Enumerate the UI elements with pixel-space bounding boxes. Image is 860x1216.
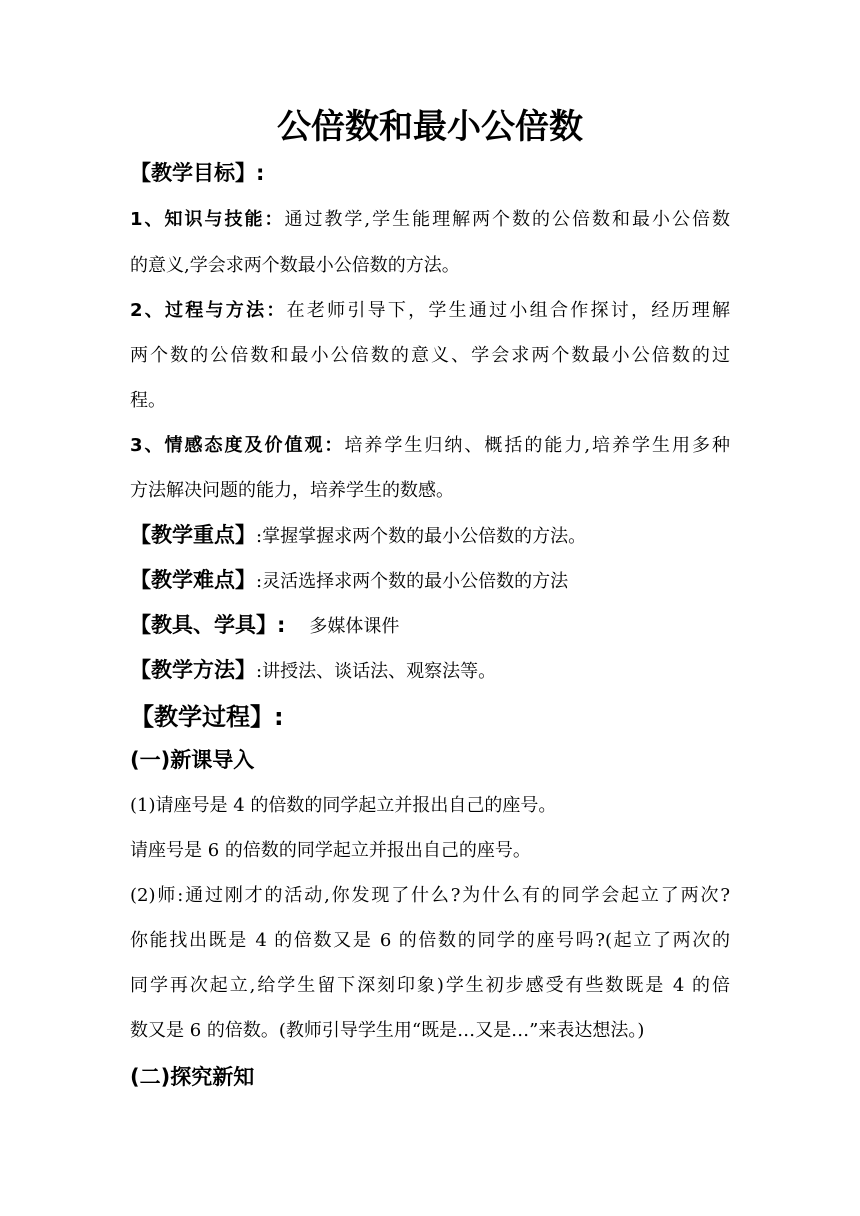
new-lesson-intro-heading: (一)新课导入	[130, 748, 255, 772]
methods-line	[130, 654, 730, 684]
methods-heading: 【教学方法】	[130, 658, 256, 682]
objective-1-line-1: 1、知识与技能：通过教学,学生能理解两个数的公倍数和最小公倍数	[130, 209, 730, 230]
tools-text: 多媒体课件	[309, 616, 400, 637]
objectives-heading: 【教学目标】:	[130, 161, 265, 185]
difficulty-text: :灵活选择求两个数的最小公倍数的方法	[256, 571, 569, 592]
tools-line	[130, 609, 730, 639]
key-point-heading: 【教学重点】	[130, 523, 256, 547]
page-title: 公倍数和最小公倍数	[277, 107, 583, 147]
intro-line-4: 你能找出既是 4 的倍数又是 6 的倍数的同学的座号吗?(起立了两次的	[130, 930, 730, 951]
objective-1-label: 1、知识与技能：	[130, 209, 285, 230]
objective-3-line-2: 方法解决问题的能力，培养学生的数感。	[130, 480, 454, 501]
difficulty-heading: 【教学难点】	[130, 568, 256, 592]
methods-text: :讲授法、谈话法、观察法等。	[256, 661, 497, 682]
intro-line-5: 同学再次起立,给学生留下深刻印象)学生初步感受有些数既是 4 的倍	[130, 975, 730, 996]
objective-1-line-2: 的意义,学会求两个数最小公倍数的方法。	[130, 255, 460, 276]
intro-line-1: (1)请座号是 4 的倍数的同学起立并报出自己的座号。	[130, 795, 557, 816]
objective-2-line-3: 程。	[130, 390, 166, 411]
key-point-line	[130, 519, 730, 549]
explore-new-knowledge-heading: (二)探究新知	[130, 1065, 255, 1089]
objective-2-line-1: 2、过程与方法：在老师引导下，学生通过小组合作探讨，经历理解	[130, 300, 730, 321]
difficulty-line	[130, 564, 730, 594]
objective-2-label: 2、过程与方法：	[130, 300, 287, 321]
intro-line-3: (2)师:通过刚才的活动,你发现了什么?为什么有的同学会起立了两次?	[130, 885, 730, 906]
intro-line-2: 请座号是 6 的倍数的同学起立并报出自己的座号。	[130, 840, 531, 861]
objective-2-line-2: 两个数的公倍数和最小公倍数的意义、学会求两个数最小公倍数的过	[130, 345, 730, 366]
objective-3-line-1: 3、情感态度及价值观：培养学生归纳、概括的能力,培养学生用多种	[130, 435, 730, 456]
intro-line-6: 数又是 6 的倍数。(教师引导学生用“既是…又是…”来表达想法。)	[130, 1020, 645, 1041]
process-heading: 【教学过程】:	[130, 703, 284, 731]
tools-heading: 【教具、学具】:	[130, 613, 286, 637]
objective-3-label: 3、情感态度及价值观：	[130, 435, 345, 456]
key-point-text: :掌握掌握求两个数的最小公倍数的方法。	[256, 526, 587, 547]
